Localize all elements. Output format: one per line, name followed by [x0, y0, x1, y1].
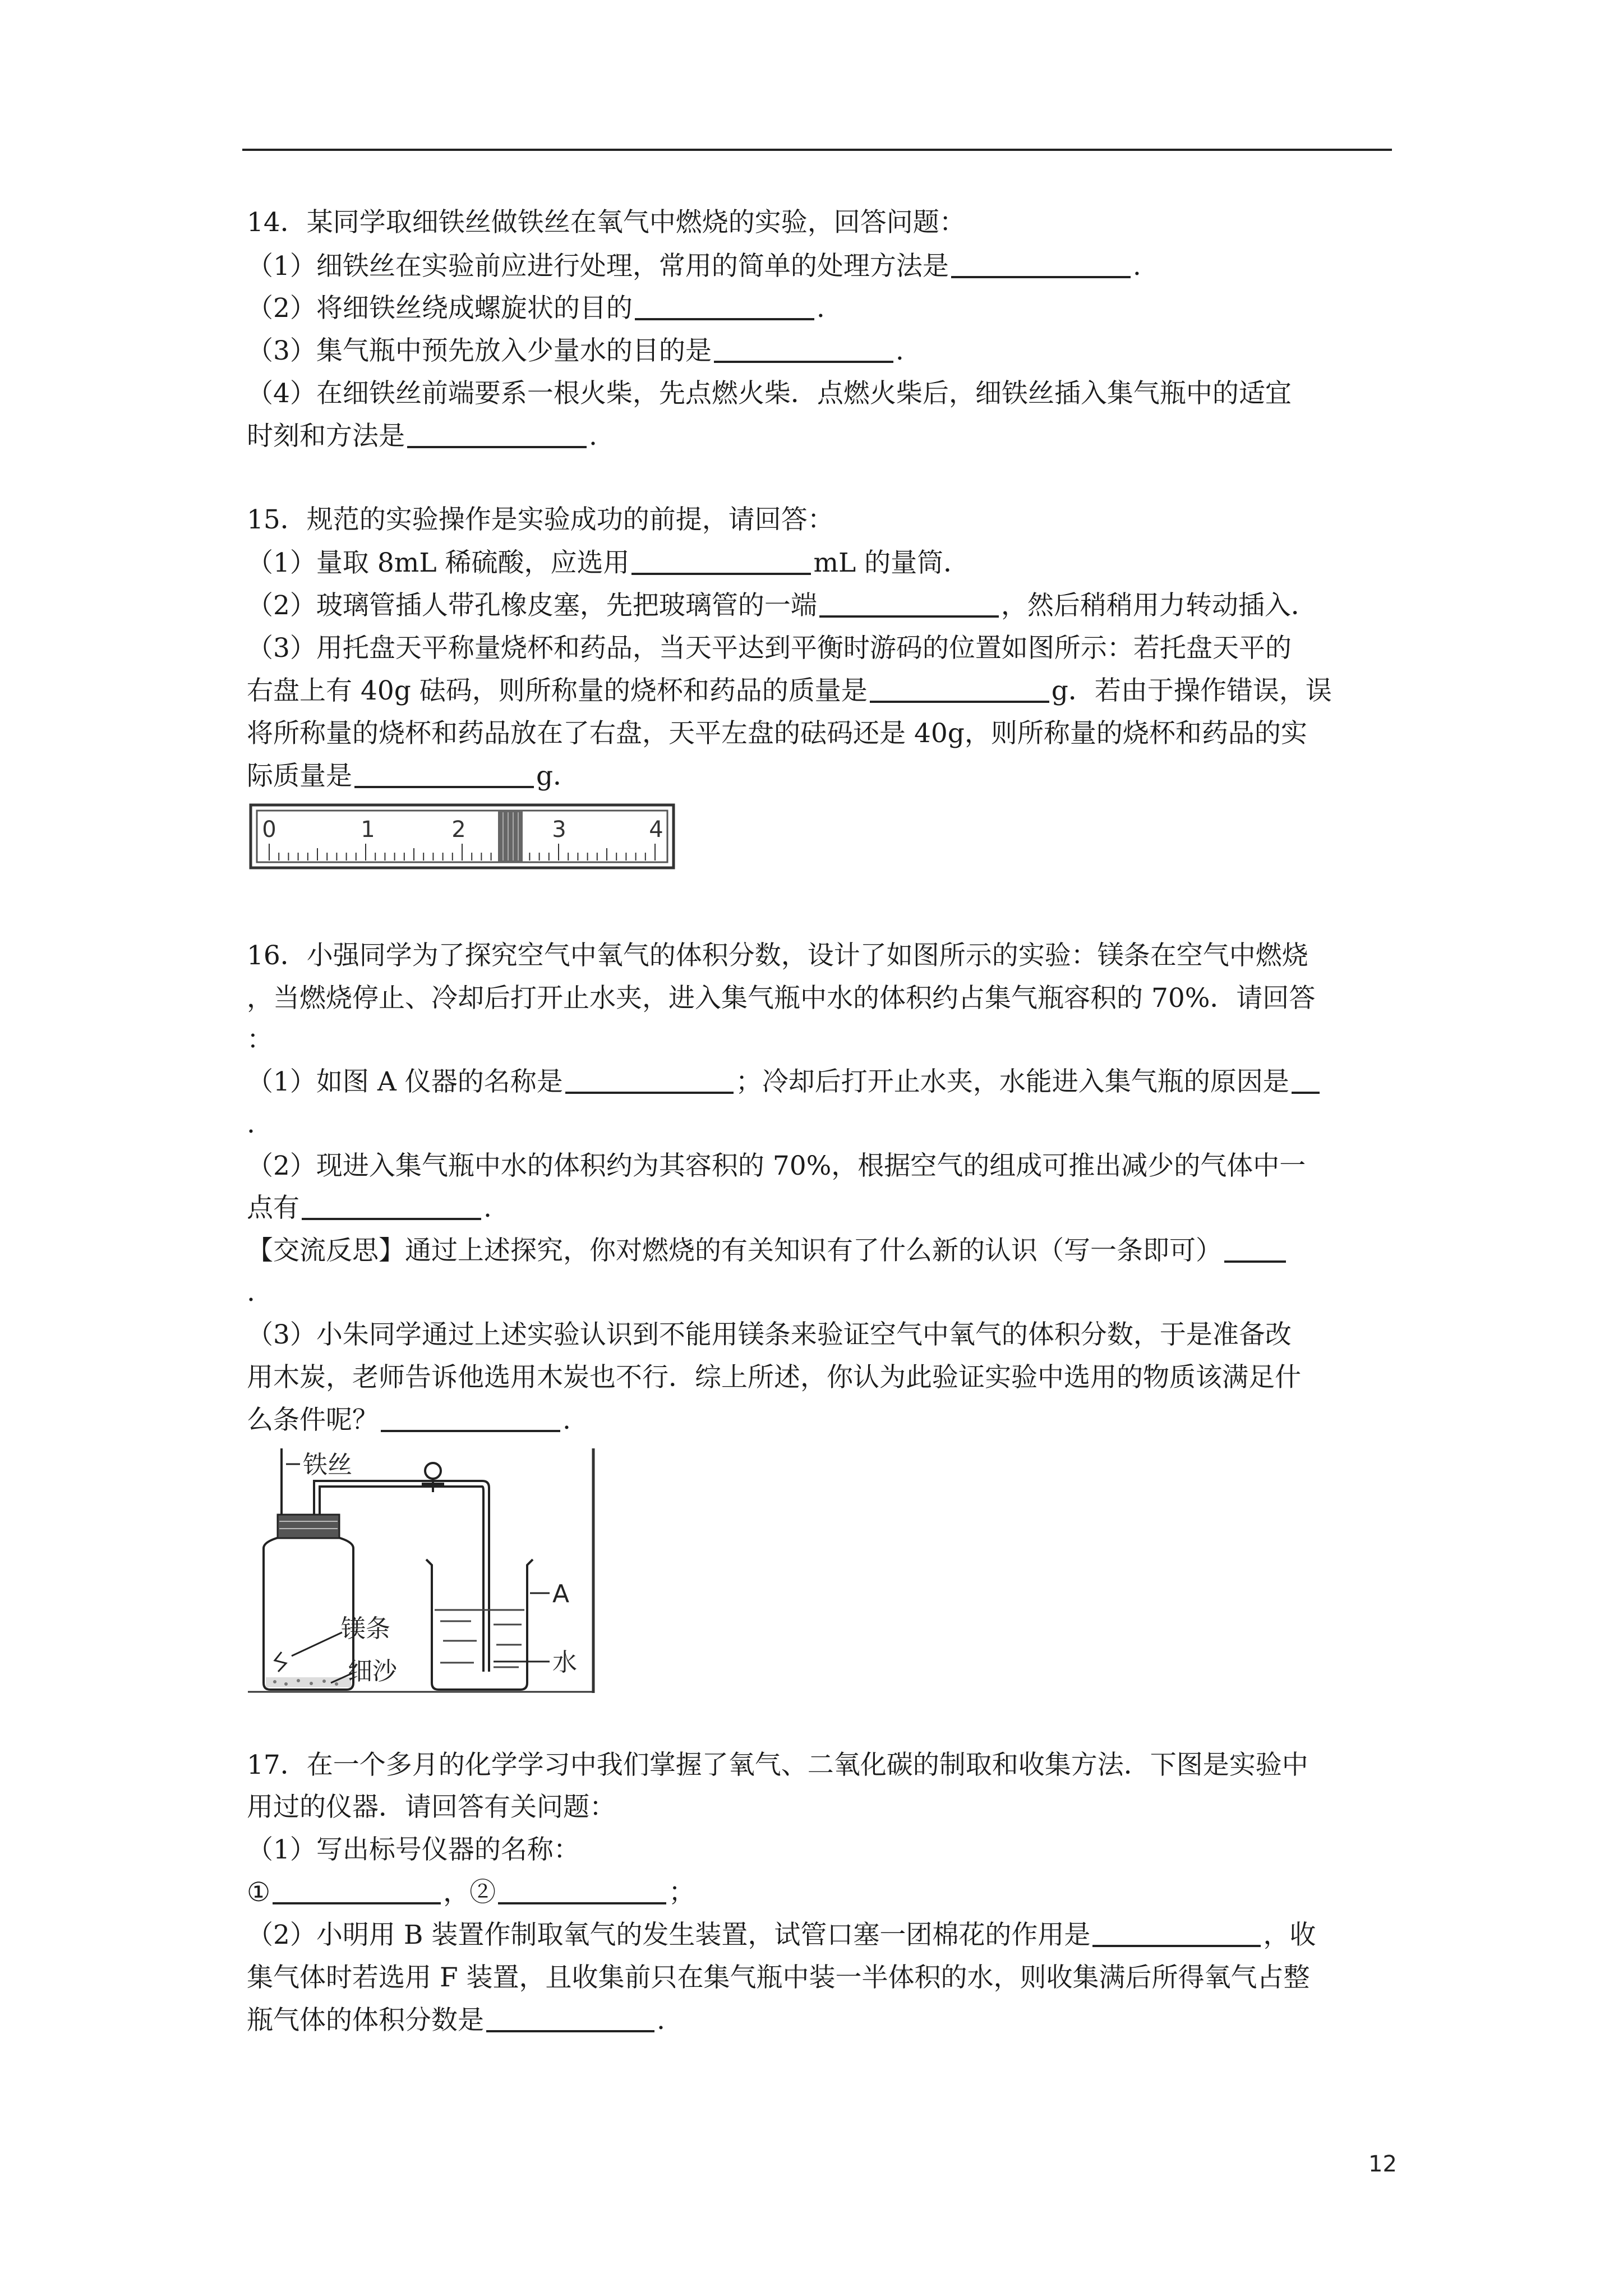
answer-blank[interactable] [951, 251, 1131, 278]
page-number: 12 [1368, 2151, 1397, 2177]
q16-part3-cont1: 用木炭，老师告诉他选用木炭也不行．综上所述，你认为此验证实验中选用的物质该满足什 [247, 1362, 1301, 1393]
answer-blank[interactable] [819, 591, 999, 618]
answer-blank[interactable] [635, 293, 814, 320]
answer-blank[interactable] [486, 2005, 654, 2032]
ruler-label: 0 [262, 817, 276, 843]
q17-part2-cont1: 集气体时若选用 F 装置，且收集前只在集气瓶中装一半体积的水，则收集满后所得氧气占整 [247, 1962, 1310, 1993]
q14-part3: （3）集气瓶中预先放入少量水的目的是 . [247, 335, 904, 366]
q16-stem-cont1: ，当燃烧停止、冷却后打开止水夹，进入集气瓶中水的体积约占集气瓶容积的 70%．请回答 [247, 983, 1316, 1014]
q15-part2: （2）玻璃管插人带孔橡皮塞，先把玻璃管的一端 ，然后稍稍用力转动插入． [247, 590, 1317, 621]
q16-part1: （1）如图 A 仪器的名称是 ；冷却后打开止水夹，水能进入集气瓶的原因是 [247, 1064, 1396, 1100]
answer-blank[interactable] [407, 421, 587, 448]
answer-blank[interactable] [631, 548, 811, 575]
label-a: A [552, 1580, 570, 1608]
q14-part2: （2）将细铁丝绕成螺旋状的目的 . [247, 293, 825, 324]
answer-blank[interactable] [714, 336, 893, 363]
q15-part3-cont2: 将所称量的烧杯和药品放在了右盘，天平左盘的砝码还是 40g，则所称量的烧杯和药品的实 [247, 718, 1307, 749]
q17-part2: （2）小明用 B 装置作制取氧气的发生装置，试管口塞一团棉花的作用是 ，收 [247, 1920, 1316, 1950]
ruler-label: 1 [361, 817, 375, 843]
ruler-label: 3 [552, 817, 566, 843]
q16-part2: （2）现进入集气瓶中水的体积约为其容积的 70%，根据空气的组成可推出减少的气体中一 [247, 1151, 1306, 1181]
q15-part3: （3）用托盘天平称量烧杯和药品，当天平达到平衡时游码的位置如图所示：若托盘天平的 [247, 633, 1292, 664]
q17-stem: 17．在一个多月的化学学习中我们掌握了氧气、二氧化碳的制取和收集方法．下图是实验中 [247, 1750, 1308, 1780]
q15-part3-cont1: 右盘上有 40g 砝码，则所称量的烧杯和药品的质量是 g．若由于操作错误，误 [247, 675, 1332, 706]
answer-blank[interactable] [273, 1878, 441, 1904]
label-iron-wire: 铁丝 [303, 1451, 352, 1479]
q17-stem-cont: 用过的仪器．请回答有关问题： [247, 1792, 616, 1823]
rider-scale-figure [249, 803, 675, 869]
header-rule [242, 149, 1392, 151]
answer-blank[interactable] [302, 1193, 481, 1220]
label-magnesium: 镁条 [341, 1614, 390, 1643]
answer-blank[interactable] [1092, 1920, 1261, 1947]
answer-blank[interactable] [354, 761, 534, 788]
q14-part4: （4）在细铁丝前端要系一根火柴，先点燃火柴．点燃火柴后，细铁丝插入集气瓶中的适宜 [247, 378, 1292, 409]
answer-blank[interactable] [498, 1878, 666, 1904]
answer-blank[interactable] [381, 1405, 560, 1432]
q17-part2-cont2: 瓶气体的体积分数是 . [247, 2005, 665, 2036]
q16-part3-cont2: 么条件呢？ . [247, 1405, 571, 1435]
q16-reflection-cont: . [247, 1277, 255, 1308]
q16-stem-cont2: ： [247, 1024, 273, 1055]
answer-blank[interactable] [1292, 1067, 1320, 1094]
label-water: 水 [552, 1648, 577, 1677]
answer-blank[interactable] [565, 1067, 734, 1094]
q16-stem: 16．小强同学为了探究空气中氧气的体积分数，设计了如图所示的实验：镁条在空气中燃烧 [247, 940, 1308, 971]
q15-part3-cont3: 际质量是 g． [247, 761, 580, 792]
q16-part3: （3）小朱同学通过上述实验认识到不能用镁条来验证空气中氧气的体积分数，于是准备改 [247, 1319, 1292, 1350]
ruler-label: 2 [451, 817, 466, 843]
q14-stem: 14．某同学取细铁丝做铁丝在氧气中燃烧的实验，回答问题： [247, 207, 966, 238]
label-sand: 细沙 [348, 1657, 397, 1686]
q15-stem: 15．规范的实验操作是实验成功的前提，请回答： [247, 504, 834, 535]
answer-blank[interactable] [870, 676, 1049, 703]
apparatus-figure [247, 1447, 600, 1694]
q16-part2-cont: 点有 . [247, 1193, 492, 1223]
q17-part1: （1）写出标号仪器的名称： [247, 1834, 580, 1865]
answer-blank[interactable] [1224, 1236, 1286, 1263]
q17-part1-blanks: ① ，② ； [247, 1877, 695, 1908]
ruler-label: 4 [649, 817, 663, 843]
q16-part1-cont: . [247, 1108, 255, 1139]
q14-part1: （1）细铁丝在实验前应进行处理，常用的简单的处理方法是 . [247, 251, 1141, 282]
q16-reflection: 【交流反思】通过上述探究，你对燃烧的有关知识有了什么新的认识（写一条即可） [247, 1233, 1396, 1269]
q15-part1: （1）量取 8mL 稀硫酸，应选用 mL 的量筒． [247, 547, 970, 578]
q14-part4-cont: 时刻和方法是 . [247, 421, 597, 452]
